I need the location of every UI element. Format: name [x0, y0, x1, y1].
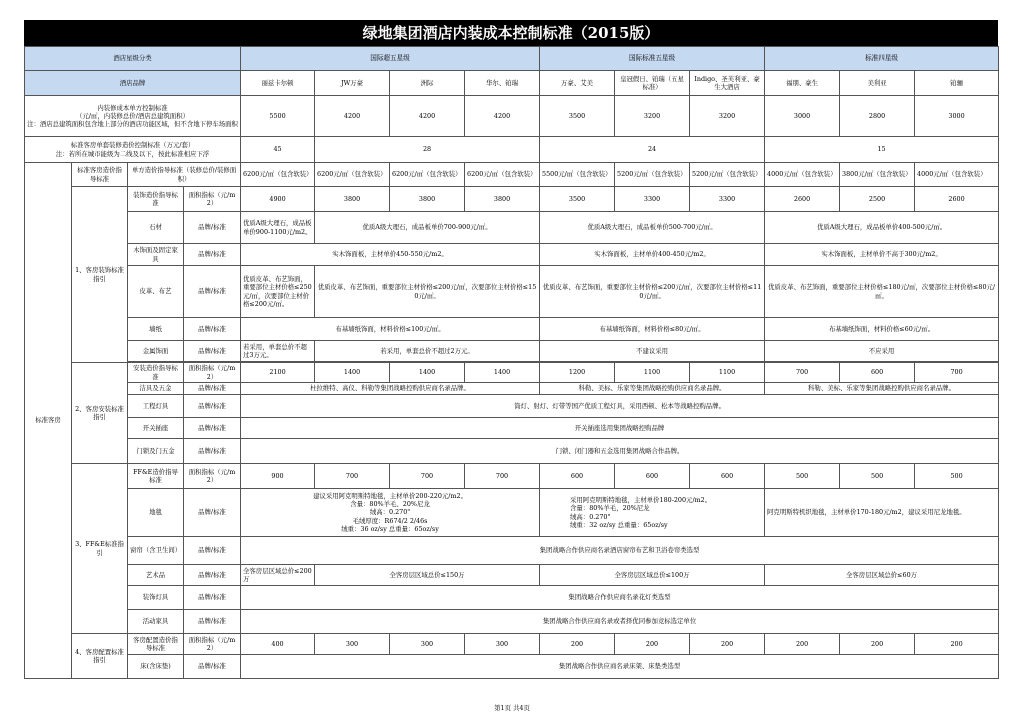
spec-text: 开关插座选用集团战略控购品牌	[241, 418, 999, 439]
brand-cell: Indigo、圣芙利亚、豪生大酒店	[690, 71, 765, 96]
cost-table	[24, 46, 999, 679]
spec-text: 采用阿克明斯特地毯，主材单价180-200元/m2。 含量：80%羊毛，20%尼龙 绒高：0.270" 绒重：32 oz/sy 总重量：65oz/sy	[540, 489, 765, 537]
cost-value: 500	[765, 464, 840, 489]
star-category-row	[25, 47, 999, 71]
cost-value: 1200	[540, 363, 615, 383]
item-name: 安装造价指导标准	[128, 363, 184, 383]
item-type: 品牌/标准	[184, 537, 241, 565]
item-type: 品牌/标准	[184, 341, 241, 362]
spec-text: 不建议采用	[540, 341, 765, 362]
leather-row	[25, 266, 999, 318]
cost-value: 700	[765, 363, 840, 383]
g2-cost-row	[25, 363, 999, 383]
item-name: 石材	[128, 212, 184, 244]
unit-cost-value: 3000	[915, 96, 999, 137]
unit-cost-value: 3200	[690, 96, 765, 137]
item-type: 面积指标（元/m2）	[184, 363, 241, 383]
cost-value: 2600	[765, 187, 840, 212]
unit-cost-label: 内装修成本单方控制标准 （元/㎡，内装修总价/酒店总建筑面积） 注：酒店总建筑面积包含地上部分的酒店功能区域，但不含地下停车场面积	[25, 96, 241, 137]
cost-value: 2500	[840, 187, 915, 212]
item-name: 装饰造价指导标准	[128, 187, 184, 212]
unit-cost-value: 3200	[615, 96, 690, 137]
unit-standard-value: 6200元/㎡（包含软装）	[315, 163, 390, 187]
unit-standard-row	[25, 163, 999, 187]
brand-cell: 洲际	[390, 71, 465, 96]
item-name: 装饰灯具	[128, 586, 184, 610]
unit-cost-value: 4200	[465, 96, 540, 137]
cost-value: 400	[241, 634, 315, 655]
unit-cost-row	[25, 96, 999, 137]
item-name: 金属饰面	[128, 341, 184, 362]
unit-standard-value: 4000元/㎡（包含软装）	[915, 163, 999, 187]
cost-value: 3800	[465, 187, 540, 212]
stone-row	[25, 212, 999, 244]
cost-value: 500	[840, 464, 915, 489]
item-type: 品牌/标准	[184, 610, 241, 634]
unit-standard-value: 3800元/㎡（包含软装）	[840, 163, 915, 187]
page-number: 第1页 共4页	[494, 704, 530, 712]
carpet-row	[25, 489, 999, 537]
unit-cost-value: 5500	[241, 96, 315, 137]
spec-text: 布基墙纸饰面，材料价格≤60元/㎡。	[765, 318, 999, 341]
cost-value: 3300	[690, 187, 765, 212]
group-ultra-five-star: 国际超五星级	[241, 47, 540, 71]
metal-row	[25, 341, 999, 362]
cost-value: 1100	[615, 363, 690, 383]
group-five-star: 国际标准五星级	[540, 47, 765, 71]
spec-text: 杜拉维特、高仪、科勒等集团战略控购供应商名录品牌。	[241, 383, 540, 395]
cost-standard-sheet	[24, 20, 998, 679]
item-name: 木饰面及固定家具	[128, 244, 184, 266]
cost-value: 3800	[315, 187, 390, 212]
cost-value: 900	[241, 464, 315, 489]
unit-standard-label: 单方造价指导标准（装修总价/装修面积）	[128, 163, 241, 187]
spec-text: 优质A级大理石，成品板单价700-900元/㎡。	[315, 212, 540, 244]
g4-cost-row	[25, 634, 999, 655]
cost-value: 2600	[915, 187, 999, 212]
cost-value: 3300	[615, 187, 690, 212]
cost-value: 600	[540, 464, 615, 489]
g3-cost-row	[25, 464, 999, 489]
cost-value: 600	[690, 464, 765, 489]
brand-cell: 华尔、铂瑞	[465, 71, 540, 96]
item-name: 皮革、布艺	[128, 266, 184, 318]
unit-standard-value: 5200元/㎡（包含软装）	[690, 163, 765, 187]
item-name: 工程灯具	[128, 395, 184, 418]
spec-text: 全客房层区域总价≤150万	[315, 565, 540, 586]
spec-text: 优质A级大理石，成品板单价400-500元/㎡。	[765, 212, 999, 244]
spec-text: 布基墙纸饰面，材料价格≤80元/㎡。	[540, 318, 765, 341]
spec-text: 建议采用阿克明斯特地毯，主材单价200-220元/m2。 含量：80%羊毛、20%尼龙 绒高：0.270" 毛绒厚度：R674/2 2/46s 绒重：36 oz/sy 总重量：65oz/sy	[241, 489, 540, 537]
door-row	[25, 439, 999, 464]
item-name: 门锁及门五金	[128, 439, 184, 464]
item-name: 床(含床垫)	[128, 655, 184, 679]
cost-value: 200	[615, 634, 690, 655]
curtain-row	[25, 537, 999, 565]
unit-cost-value: 4200	[390, 96, 465, 137]
unit-cost-value: 3500	[540, 96, 615, 137]
item-type: 品牌/标准	[184, 655, 241, 679]
spec-text: 优质皮革、布艺饰面，重要部位主材价格≤250元/㎡，次要部位主材价格≤200元/㎡。	[241, 266, 315, 318]
spec-text: 集团战略合作供应商名录床架、床垫类选型	[241, 655, 999, 679]
cost-value: 300	[465, 634, 540, 655]
item-name: 洁具及五金	[128, 383, 184, 395]
spec-text: 全客房层区域总价≤100万	[540, 565, 765, 586]
cost-value: 3500	[540, 187, 615, 212]
brand-cell: 铂骊	[915, 71, 999, 96]
cost-value: 200	[915, 634, 999, 655]
unit-standard-value: 6200元/㎡（包含软装）	[390, 163, 465, 187]
item-type: 品牌/标准	[184, 439, 241, 464]
cost-value: 4900	[241, 187, 315, 212]
g1-label: 1、客房装饰标准指引	[72, 187, 128, 363]
item-type: 品牌/标准	[184, 244, 241, 266]
unit-cost-value: 4200	[315, 96, 390, 137]
room-cost-row	[25, 137, 999, 163]
spec-text: 优质皮革、布艺饰面，重要部位主材价格≤180元/㎡，次要部位主材价格≤80元/㎡。	[765, 266, 999, 318]
item-type: 品牌/标准	[184, 318, 241, 341]
cost-value: 200	[690, 634, 765, 655]
cost-value: 2100	[241, 363, 315, 383]
spec-text: 筒灯、射灯、灯带等国产优质工程灯具，采用西顿、松本等战略控购品牌。	[241, 395, 999, 418]
cost-value: 500	[915, 464, 999, 489]
brand-cell: 福朋、豪生	[765, 71, 840, 96]
unit-standard-value: 5200元/㎡（包含软装）	[615, 163, 690, 187]
cost-value: 3800	[390, 187, 465, 212]
cost-value: 300	[390, 634, 465, 655]
spec-text: 实木饰面板，主材单价400-450元/m2。	[540, 244, 765, 266]
brand-cell: 美利亚	[840, 71, 915, 96]
room-standard-label: 标准客房造价指导标准	[72, 163, 128, 187]
group-four-star: 标准四星级	[765, 47, 999, 71]
cost-value: 700	[465, 464, 540, 489]
item-name: 地毯	[128, 489, 184, 537]
spec-text: 科勒、美标、乐家等集团战略控购供应商名录品牌。	[765, 383, 999, 395]
item-type: 面积指标（元/m2）	[184, 187, 241, 212]
spec-text: 全客房层区域总价≤200万	[241, 565, 315, 586]
bed-row	[25, 655, 999, 679]
item-name: 艺术品	[128, 565, 184, 586]
item-name: 开关插座	[128, 418, 184, 439]
item-type: 品牌/标准	[184, 395, 241, 418]
spec-text: 全客房层区域总价≤60万	[765, 565, 999, 586]
section-label: 标准客房	[25, 163, 72, 679]
spec-text: 科勒、美标、乐家等集团战略控购供应商名录品牌。	[540, 383, 765, 395]
item-name: FF&E造价指导标准	[128, 464, 184, 489]
cost-value: 1400	[315, 363, 390, 383]
room-cost-value: 28	[315, 137, 540, 163]
room-cost-label: 标准客房单套装修造价控制标准（万元/套） 注：若所在城市能级为二线及以下，按此标准相应下浮	[25, 137, 241, 163]
spec-text: 优质皮革、布艺饰面，重要部位主材价格≤200元/㎡，次要部位主材价格≤110元/㎡。	[540, 266, 765, 318]
spec-text: 布基墙纸饰面，材料价格≤100元/㎡。	[241, 318, 540, 341]
spec-text: 若采用，单套总价不超过3万元。	[241, 341, 315, 362]
unit-cost-value: 3000	[765, 96, 840, 137]
cost-value: 600	[840, 363, 915, 383]
unit-standard-value: 6200元/㎡（包含软装）	[241, 163, 315, 187]
unit-cost-value: 2800	[840, 96, 915, 137]
item-type: 品牌/标准	[184, 565, 241, 586]
spec-text: 优质A级大理石，成品板单价900-1100元/m2。	[241, 212, 315, 244]
cost-value: 200	[540, 634, 615, 655]
item-type: 品牌/标准	[184, 212, 241, 244]
brand-cell: 丽兹卡尔顿	[241, 71, 315, 96]
room-cost-value: 24	[540, 137, 765, 163]
item-type: 面积指标（元/m2）	[184, 464, 241, 489]
spec-text: 阿克明斯特机织地毯，主材单价170-180元/m2，建议采用尼龙地毯。	[765, 489, 999, 537]
item-name: 活动家具	[128, 610, 184, 634]
spec-text: 集团战略合作供应商名录或者择优同参加竞标选定单位	[241, 610, 999, 634]
g1-cost-row	[25, 187, 999, 212]
item-type: 品牌/标准	[184, 266, 241, 318]
spec-text: 门锁、闭门器和五金选用集团战略合作品牌。	[241, 439, 999, 464]
spec-text: 优质皮革、布艺饰面，重要部位主材价格≤200元/㎡，次要部位主材价格≤150元/㎡。	[315, 266, 540, 318]
spec-text: 若采用，单套总价不超过2万元。	[315, 341, 540, 362]
art-row	[25, 565, 999, 586]
sanitary-row	[25, 383, 999, 395]
switch-row	[25, 418, 999, 439]
g3-label: 3、FF&E标准指引	[72, 464, 128, 634]
cost-value: 600	[615, 464, 690, 489]
g2-label: 2、客房安装标准指引	[72, 363, 128, 464]
cost-value: 200	[765, 634, 840, 655]
item-name: 窗帘（含卫生间）	[128, 537, 184, 565]
lighting-row	[25, 395, 999, 418]
spec-text: 集团战略合作供应商名录花灯类选型	[241, 586, 999, 610]
cost-value: 700	[315, 464, 390, 489]
spec-text: 实木饰面板，主材单价不高于300元/m2。	[765, 244, 999, 266]
room-cost-value: 45	[241, 137, 315, 163]
wallpaper-row	[25, 318, 999, 341]
item-type: 品牌/标准	[184, 383, 241, 395]
deco-light-row	[25, 586, 999, 610]
item-name: 客房配置造价指导标准	[128, 634, 184, 655]
spec-text: 不应采用	[765, 341, 999, 362]
cost-value: 700	[390, 464, 465, 489]
unit-standard-value: 4000元/㎡（包含软装）	[765, 163, 840, 187]
brand-cell: 皇冠假日、铂瑞（五星标准）	[615, 71, 690, 96]
item-type: 品牌/标准	[184, 489, 241, 537]
room-cost-value: 15	[765, 137, 999, 163]
spec-text: 优质A级大理石，成品板单价500-700元/㎡。	[540, 212, 765, 244]
brand-row	[25, 71, 999, 96]
brand-label: 酒店品牌	[25, 71, 241, 96]
sheet-title: 绿地集团酒店内装成本控制标准（2015版）	[24, 20, 998, 46]
cost-value: 200	[840, 634, 915, 655]
cost-value: 1100	[690, 363, 765, 383]
cost-value: 1400	[465, 363, 540, 383]
item-name: 墙纸	[128, 318, 184, 341]
spec-text: 集团战略合作供应商名录酒店窗帘布艺和卫浴卷帘类选型	[241, 537, 999, 565]
item-type: 品牌/标准	[184, 418, 241, 439]
unit-standard-value: 6200元/㎡（包含软装）	[465, 163, 540, 187]
cost-value: 700	[915, 363, 999, 383]
furniture-row	[25, 610, 999, 634]
unit-standard-value: 5500元/㎡（包含软装）	[540, 163, 615, 187]
item-type: 面积指标（元/m2）	[184, 634, 241, 655]
brand-cell: JW万豪	[315, 71, 390, 96]
brand-cell: 万豪、艾美	[540, 71, 615, 96]
star-category-label: 酒店星级分类	[25, 47, 241, 71]
wood-row	[25, 244, 999, 266]
spec-text: 实木饰面板，主材单价450-550元/m2。	[241, 244, 540, 266]
g4-label: 4、客房配置标准指引	[72, 634, 128, 679]
cost-value: 300	[315, 634, 390, 655]
item-type: 品牌/标准	[184, 586, 241, 610]
cost-value: 1400	[390, 363, 465, 383]
